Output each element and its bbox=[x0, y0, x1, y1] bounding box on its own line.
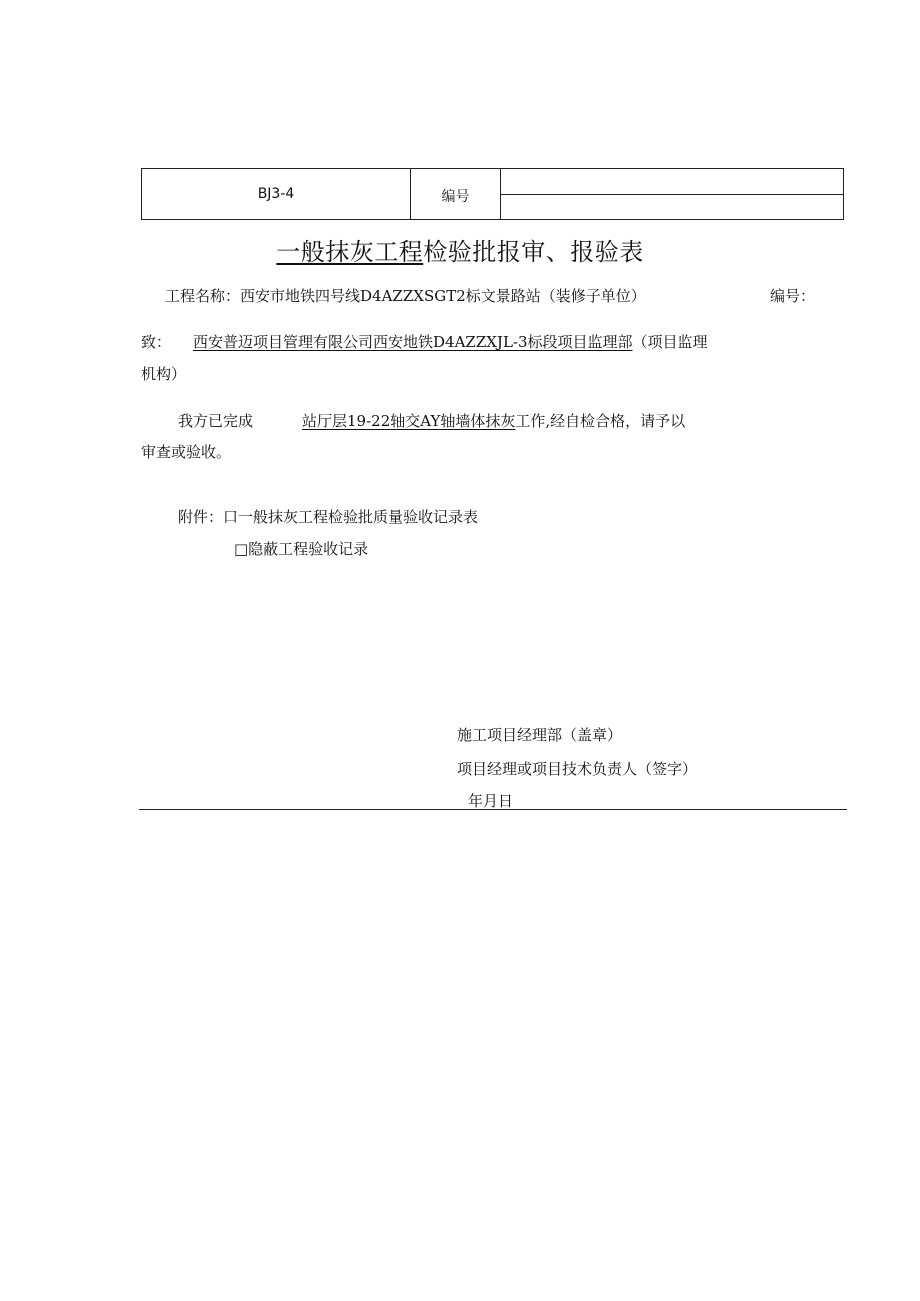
body-suffix: 工作,经自检合格，请予以 bbox=[515, 412, 686, 430]
bottom-rule bbox=[139, 809, 847, 810]
to-line bbox=[193, 331, 708, 352]
project-name-label: 工程名称： bbox=[165, 287, 241, 305]
attachments-label: 附件： bbox=[178, 508, 224, 526]
form-code: BJ3-4 bbox=[257, 186, 295, 202]
supervisor-org: 西安普迈项目管理有限公司西安地铁D4AZZXJL-3标段项目监理部 bbox=[193, 333, 633, 351]
title-underlined: 一般抹灰工程 bbox=[276, 238, 424, 266]
work-description: 站厅层19-22轴交AY轴墙体抹灰 bbox=[302, 412, 516, 430]
signature-person: 项目经理或项目技术负责人（签字） bbox=[457, 760, 698, 778]
attachment-item-1: 口一般抹灰工程检验批质量验收记录表 bbox=[223, 508, 479, 526]
project-name-line bbox=[165, 285, 646, 306]
number-value-cell bbox=[501, 169, 843, 219]
body-prefix: 我方已完成 bbox=[178, 412, 254, 430]
attachments-line bbox=[178, 506, 478, 527]
signature-date: 年月日 bbox=[468, 792, 514, 810]
header-table bbox=[141, 168, 844, 220]
attachment-item-2: □隐蔽工程验收记录 bbox=[234, 540, 369, 558]
form-code-cell bbox=[142, 169, 411, 219]
project-number-label: 编号： bbox=[770, 287, 816, 305]
body-line2: 审查或验收。 bbox=[141, 443, 232, 461]
supervisor-org-suffix: （项目监理 bbox=[632, 333, 708, 351]
number-label-cell bbox=[411, 169, 501, 219]
supervisor-org-suffix-2: 机构） bbox=[141, 365, 187, 383]
number-cell-divider bbox=[501, 194, 843, 195]
signature-dept: 施工项目经理部（盖章） bbox=[457, 726, 623, 744]
page-title bbox=[0, 232, 920, 267]
project-name-value: 西安市地铁四号线D4AZZXSGT2标文景路站（装修子单位） bbox=[240, 287, 646, 305]
number-label: 编号 bbox=[441, 189, 470, 205]
title-rest: 检验批报审、报验表 bbox=[423, 238, 644, 266]
body-line1 bbox=[302, 410, 685, 431]
to-label: 致： bbox=[141, 333, 172, 351]
